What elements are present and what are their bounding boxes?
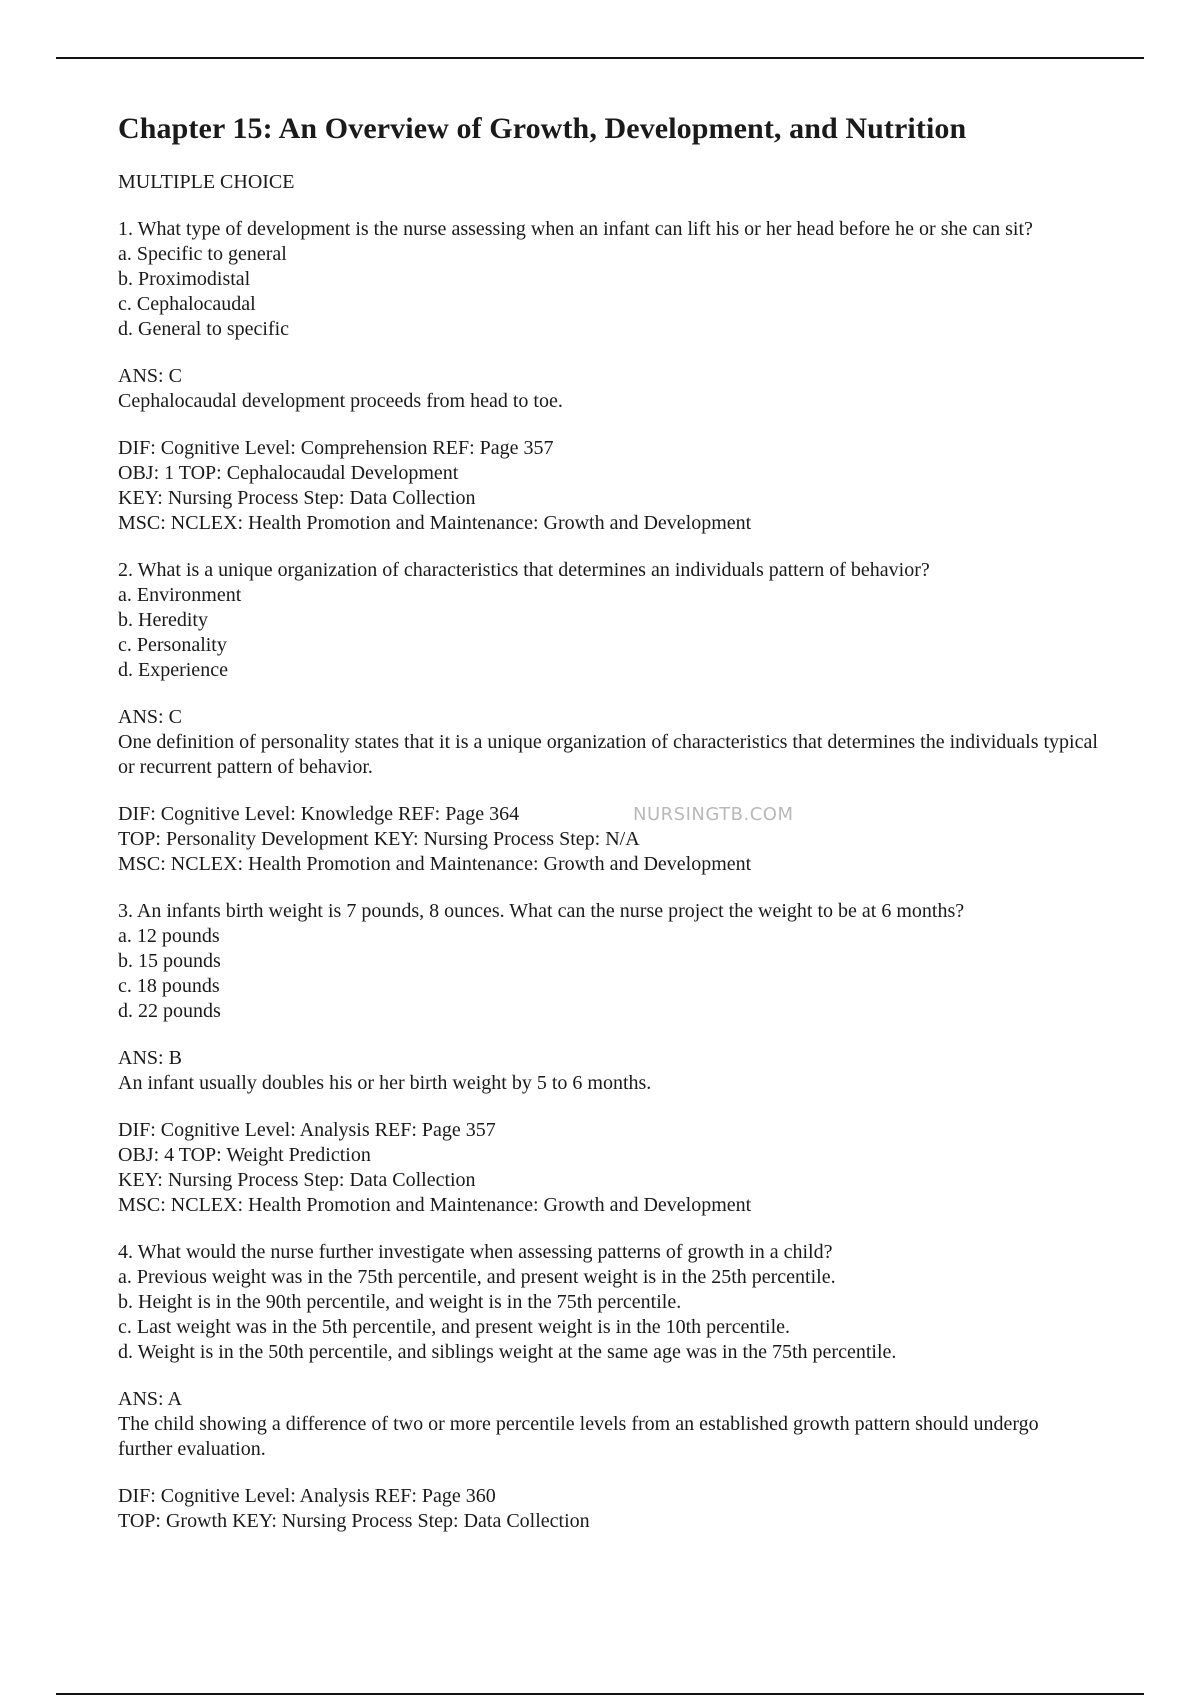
- question-stem: 4. What would the nurse further investigate when assessing patterns of growth in a child?: [118, 1240, 833, 1263]
- option-c: c. Cephalocaudal: [118, 292, 256, 315]
- option-b: b. Proximodistal: [118, 267, 251, 290]
- option-c: c. 18 pounds: [118, 974, 220, 997]
- question-2: [118, 558, 1098, 877]
- question-3-answer: [118, 1046, 1098, 1096]
- chapter-title: Chapter 15: An Overview of Growth, Development, and Nutrition: [118, 112, 967, 145]
- option-d: d. Experience: [118, 658, 228, 681]
- meta-line: KEY: Nursing Process Step: Data Collection: [118, 1168, 476, 1191]
- question-1-stem-and-options: [118, 217, 1098, 342]
- question-stem: 2. What is a unique organization of characteristics that determines an individuals pattern of behavior?: [118, 558, 930, 581]
- meta-line: DIF: Cognitive Level: Analysis REF: Page 357: [118, 1118, 496, 1141]
- option-b: b. 15 pounds: [118, 949, 221, 972]
- meta-line: OBJ: 1 TOP: Cephalocaudal Development: [118, 461, 459, 484]
- question-1: [118, 217, 1098, 536]
- option-c: c. Last weight was in the 5th percentile, and present weight is in the 10th percentile.: [118, 1315, 791, 1338]
- question-4-stem-and-options: [118, 1240, 1098, 1365]
- question-1-metadata: [118, 436, 1098, 536]
- meta-line: KEY: Nursing Process Step: Data Collection: [118, 486, 476, 509]
- option-c: c. Personality: [118, 633, 227, 656]
- answer-rationale: The child showing a difference of two or more percentile levels from an established growth pattern should undergo further evaluation.: [118, 1412, 1039, 1460]
- option-a: a. 12 pounds: [118, 924, 220, 947]
- answer-key: ANS: B: [118, 1046, 182, 1069]
- answer-key: ANS: C: [118, 705, 182, 728]
- question-stem: 3. An infants birth weight is 7 pounds, 8 ounces. What can the nurse project the weight to be at 6 months?: [118, 899, 965, 922]
- answer-key: ANS: A: [118, 1387, 182, 1410]
- meta-line: TOP: Growth KEY: Nursing Process Step: Data Collection: [118, 1509, 590, 1532]
- answer-key: ANS: C: [118, 364, 182, 387]
- question-stem: 1. What type of development is the nurse assessing when an infant can lift his or her head before he or she can sit?: [118, 217, 1033, 240]
- option-b: b. Heredity: [118, 608, 208, 631]
- meta-line-with-watermark: [118, 802, 1098, 827]
- meta-line: DIF: Cognitive Level: Knowledge REF: Page 364: [118, 802, 520, 825]
- option-a: a. Previous weight was in the 75th percentile, and present weight is in the 25th percentile.: [118, 1265, 836, 1288]
- top-rule: [56, 57, 1144, 59]
- meta-line: MSC: NCLEX: Health Promotion and Maintenance: Growth and Development: [118, 511, 752, 534]
- section-label: MULTIPLE CHOICE: [118, 170, 295, 193]
- option-d: d. 22 pounds: [118, 999, 221, 1022]
- question-3: [118, 899, 1098, 1218]
- question-2-metadata: [118, 802, 1098, 877]
- document-body: [118, 110, 1098, 1556]
- meta-line: MSC: NCLEX: Health Promotion and Maintenance: Growth and Development: [118, 1193, 752, 1216]
- option-a: a. Specific to general: [118, 242, 287, 265]
- question-2-stem-and-options: [118, 558, 1098, 683]
- meta-line: MSC: NCLEX: Health Promotion and Maintenance: Growth and Development: [118, 852, 752, 875]
- option-b: b. Height is in the 90th percentile, and weight is in the 75th percentile.: [118, 1290, 682, 1313]
- bottom-rule: [56, 1693, 1144, 1695]
- question-1-answer: [118, 364, 1098, 414]
- question-4-metadata: [118, 1484, 1098, 1534]
- option-a: a. Environment: [118, 583, 242, 606]
- answer-rationale: An infant usually doubles his or her birth weight by 5 to 6 months.: [118, 1071, 652, 1094]
- answer-rationale: Cephalocaudal development proceeds from head to toe.: [118, 389, 563, 412]
- question-2-answer: [118, 705, 1098, 780]
- meta-line: TOP: Personality Development KEY: Nursing Process Step: N/A: [118, 827, 640, 850]
- question-3-metadata: [118, 1118, 1098, 1218]
- question-3-stem-and-options: [118, 899, 1098, 1024]
- option-d: d. Weight is in the 50th percentile, and siblings weight at the same age was in the 75th percentile.: [118, 1340, 897, 1363]
- watermark-text: NURSINGTB.COM: [633, 803, 794, 825]
- meta-line: OBJ: 4 TOP: Weight Prediction: [118, 1143, 371, 1166]
- question-4: [118, 1240, 1098, 1534]
- meta-line: DIF: Cognitive Level: Analysis REF: Page 360: [118, 1484, 496, 1507]
- meta-line: DIF: Cognitive Level: Comprehension REF: Page 357: [118, 436, 554, 459]
- answer-rationale: One definition of personality states that it is a unique organization of characteristics that determines the individuals typical or recurrent pattern of behavior.: [118, 730, 1098, 778]
- question-4-answer: [118, 1387, 1098, 1462]
- option-d: d. General to specific: [118, 317, 290, 340]
